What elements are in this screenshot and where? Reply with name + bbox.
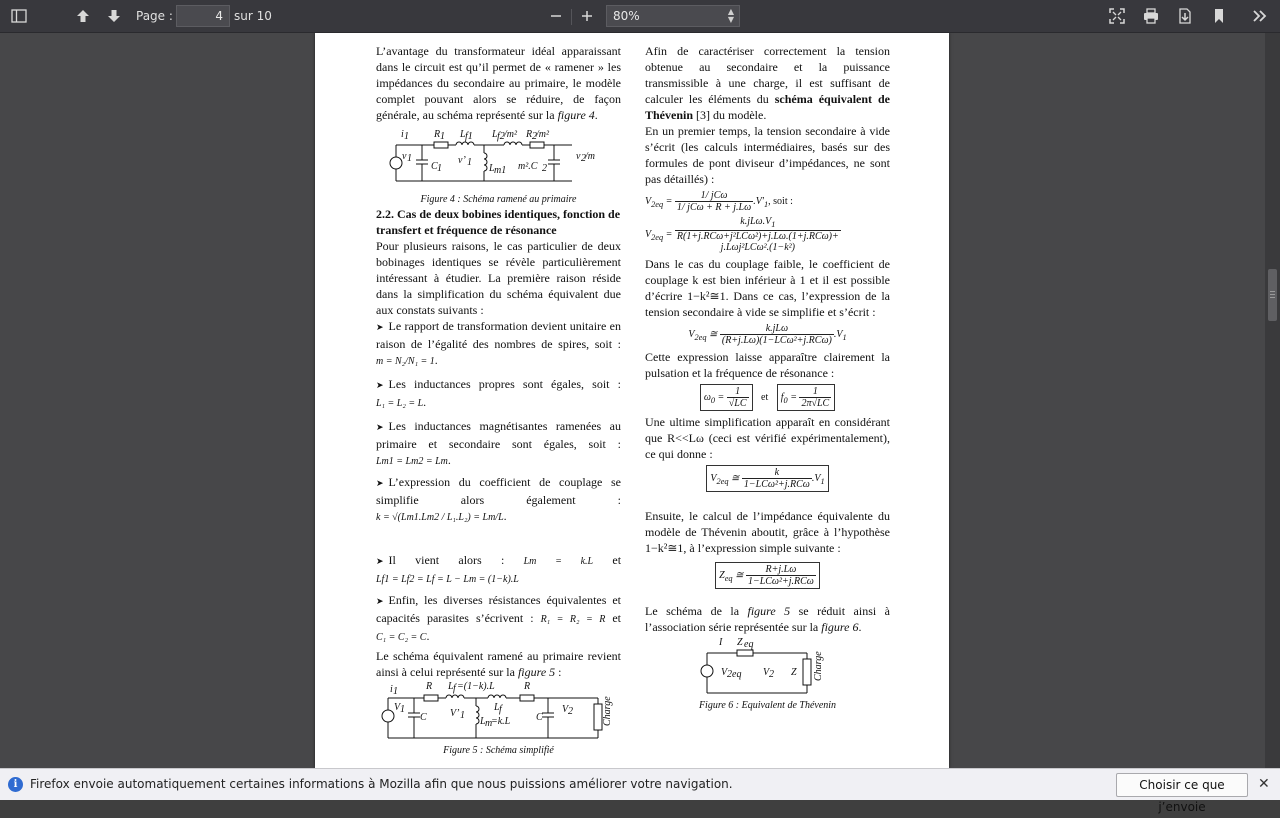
svg-text:m: m xyxy=(485,718,493,729)
figure-reference: figure 5 xyxy=(517,665,556,679)
page-number-input[interactable]: 4 xyxy=(176,5,230,27)
bullet-item: ➤ Il vient alors : Lm = k.L et Lf1 = Lf2 = Lf = L − Lm = (1−k).L xyxy=(376,553,622,585)
page-total: sur 10 xyxy=(234,9,272,23)
svg-text:R: R xyxy=(524,681,531,692)
equation-resonance: $\omega_0$ = $\frac{1}{√LC}$ et $f_0$ = $\frac{1}{2\pi√LC}$ xyxy=(645,384,890,411)
svg-text:Charge: Charge xyxy=(813,651,824,681)
svg-text:L: L xyxy=(494,702,500,713)
svg-text:V: V xyxy=(562,704,569,715)
svg-text:L: L xyxy=(492,129,498,140)
equation: C₁ = C₂ = C xyxy=(376,632,427,643)
svg-text:f2: f2 xyxy=(497,131,505,142)
figure-5-caption: Figure 5 : Schéma simplifié xyxy=(443,745,554,756)
page-label: Page : xyxy=(136,9,173,23)
svg-text:Z: Z xyxy=(791,667,797,678)
close-icon[interactable]: ✕ xyxy=(1258,776,1270,792)
figure-reference: figure 5 xyxy=(747,604,791,618)
bullet-item: ➤ L’expression du coefficient de couplage se simplifie alors également : k = √(Lm1.Lm2 / L₁.L₂) = Lm/L. xyxy=(376,475,621,523)
svg-text:/m: /m xyxy=(585,151,595,162)
pdf-page xyxy=(315,33,949,768)
svg-text:2: 2 xyxy=(581,153,586,164)
equation: Lf1 = Lf2 = Lf = L − Lm = (1−k).L xyxy=(376,574,519,585)
zoom-in-icon[interactable] xyxy=(576,6,598,26)
paragraph: Afin de caractériser correctement la tension obtenue au secondaire et la puissance transmissible à une charge, il est suffisant de calculer les éléments du schéma équivalent de Thévenin [3] du modèle. xyxy=(645,44,890,122)
svg-text:m1: m1 xyxy=(494,165,507,176)
svg-text:f: f xyxy=(453,683,456,694)
svg-text:f: f xyxy=(499,704,502,715)
document-viewer[interactable] xyxy=(0,33,1280,768)
svg-text:f1: f1 xyxy=(465,131,473,142)
svg-text:2eq: 2eq xyxy=(727,669,742,680)
toolbar-separator xyxy=(571,9,572,25)
svg-text:v: v xyxy=(576,151,581,162)
svg-text:m².C: m².C xyxy=(518,161,538,172)
svg-text:L: L xyxy=(489,163,495,174)
svg-text:1: 1 xyxy=(393,686,398,697)
svg-text:/m²: /m² xyxy=(536,129,549,140)
svg-text:Charge: Charge xyxy=(602,696,613,726)
svg-text:Z: Z xyxy=(737,637,743,648)
zoom-value: 80% xyxy=(613,9,640,23)
sidebar-toggle-icon[interactable] xyxy=(8,6,30,26)
equation-v2eq-full: $V_{2eq}$ = $k.jL\omega.V_1$ R(1+j.RCω+j²LCω²)+j.Lω.(1+j.RCω)+ j.Lωj²LCω².(1−k²) xyxy=(645,216,839,253)
svg-text:2: 2 xyxy=(542,163,547,174)
svg-text:/m²: /m² xyxy=(504,129,517,140)
svg-text:2: 2 xyxy=(532,131,537,142)
choose-data-button[interactable]: Choisir ce que j’envoie xyxy=(1116,773,1248,797)
previous-page-icon[interactable] xyxy=(72,6,94,26)
paragraph: Cette expression laisse apparaître clairement la pulsation et la fréquence de résonance : xyxy=(645,350,890,380)
print-icon[interactable] xyxy=(1140,6,1162,26)
figure-reference: figure 4 xyxy=(557,108,595,122)
bullet-item: ➤ Les inductances propres sont égales, soit : L₁ = L₂ = L. xyxy=(376,377,621,409)
svg-text:R: R xyxy=(526,129,533,140)
svg-text:C: C xyxy=(431,161,438,172)
figure-4-circuit xyxy=(376,123,621,193)
paragraph: Dans le cas du couplage faible, le coefficient de couplage k est bien inférieur à 1 et il est possible d’écrire 1−k²≅1. Dans ce cas, l’expression de la tension secondaire à vide se simplifie et s’écrit : xyxy=(645,257,890,319)
svg-text:1: 1 xyxy=(460,710,465,721)
svg-text:L: L xyxy=(480,716,486,727)
equation: L₁ = L₂ = L xyxy=(376,398,424,409)
zoom-out-icon[interactable] xyxy=(545,6,567,26)
svg-text:V: V xyxy=(763,667,770,678)
paragraph: Le schéma équivalent ramené au primaire revient ainsi à celui représenté sur la figure 5 : xyxy=(376,649,621,679)
section-heading: 2.2. Cas de deux bobines identiques, fonction de transfert et fréquence de résonance xyxy=(376,207,621,237)
svg-text:1: 1 xyxy=(404,131,409,142)
vertical-scrollbar[interactable] xyxy=(1265,33,1280,768)
figure-reference: figure 6 xyxy=(821,620,859,634)
svg-text:R: R xyxy=(434,129,441,140)
bullet-item: ➤ Le rapport de transformation devient unitaire en raison de l’égalité des nombres de spires, soit : m = N₂/N₁ = 1. xyxy=(376,319,621,367)
equation: k = √(Lm1.Lm2 / L₁.L₂) = Lm/L xyxy=(376,512,504,523)
notification-text: Firefox envoie automatiquement certaines informations à Mozilla afin que nous puissions améliorer votre navigation. xyxy=(30,777,733,791)
svg-text:i: i xyxy=(390,684,393,695)
paragraph: En un premier temps, la tension secondaire à vide s’écrit (les calculs intermédiaires, basés sur des formules de pont diviseur d’impédances, ne sont pas détaillés) : xyxy=(645,124,890,186)
svg-text:L: L xyxy=(460,129,466,140)
equation: R₁ = R₂ = R xyxy=(540,614,606,625)
bullet-item: ➤ Enfin, les diverses résistances équivalentes et capacités parasites s’écrivent : R₁ = R₂ = R et C₁ = C₂ = C. xyxy=(376,593,621,643)
figure-4-caption: Figure 4 : Schéma ramené au primaire xyxy=(420,194,577,205)
zoom-select[interactable] xyxy=(606,5,740,27)
equation-v2eq-general: $V_{2eq}$ = $\frac{\text{1/ jCω}}{\text{1/ jCω + R + j.Lω}}$ $.V'_1$, soit : xyxy=(645,190,793,213)
svg-text:=k.L: =k.L xyxy=(491,716,511,727)
svg-text:i: i xyxy=(401,129,404,140)
svg-text:I: I xyxy=(719,637,723,648)
paragraph: L’avantage du transformateur idéal apparaissant dans le circuit est qu’il permet de « ramener » les impédances du secondaire au primaire, le modèle complet pouvant alors se réduire, de façon générale, au schéma représenté sur la figure 4. xyxy=(376,44,621,122)
download-icon[interactable] xyxy=(1174,6,1196,26)
svg-text:V: V xyxy=(721,667,728,678)
svg-text:1: 1 xyxy=(437,163,442,174)
chevron-updown-icon: ▲ ▼ xyxy=(727,7,734,24)
notification-bar xyxy=(0,768,1280,814)
svg-text:V: V xyxy=(394,702,401,713)
figure-6-caption: Figure 6 : Equivalent de Thévenin xyxy=(698,700,837,711)
bookmark-icon[interactable] xyxy=(1208,6,1230,26)
equation: m = N₂/N₁ = 1 xyxy=(376,356,435,367)
paragraph: Une ultime simplification apparaît en considérant que R<<Lω (ceci est vérifié expérimentalement), ce qui donne : xyxy=(645,415,890,461)
equation-zeq: $Z_{eq}$ ≅ $\frac{R+j.L\omega}{\text{1−LCω²+j.RCω}}$ xyxy=(645,562,890,589)
svg-text:L: L xyxy=(448,681,454,692)
svg-text:v’: v’ xyxy=(458,155,466,166)
svg-text:R: R xyxy=(426,681,433,692)
info-icon: i xyxy=(8,777,23,792)
figure-5-circuit xyxy=(376,680,621,744)
paragraph: Ensuite, le calcul de l’impédance équivalente du modèle de Thévenin aboutit, grâce à l’hypothèse 1−k²≅1, à l’expression simple suivante : xyxy=(645,509,890,555)
bullet-item: ➤ Les inductances magnétisantes ramenées au primaire et secondaire sont égales, soit : Lm1 = Lm2 = Lm. xyxy=(376,419,621,467)
pdf-toolbar xyxy=(0,0,1280,33)
svg-text:1: 1 xyxy=(440,131,445,142)
svg-text:=(1−k).L: =(1−k).L xyxy=(457,681,495,692)
svg-text:2: 2 xyxy=(568,706,573,717)
svg-text:C: C xyxy=(536,712,543,723)
equation: Lm1 = Lm2 = Lm xyxy=(376,456,448,467)
svg-text:1: 1 xyxy=(400,704,405,715)
svg-text:2: 2 xyxy=(769,669,774,680)
presentation-mode-icon[interactable] xyxy=(1106,6,1128,26)
svg-text:V’: V’ xyxy=(450,708,460,719)
svg-text:eq: eq xyxy=(744,639,754,650)
figure-6-circuit xyxy=(645,635,890,699)
paragraph: Pour plusieurs raisons, le cas particulier de deux bobinages identiques se révèle particulièrement intéressant à étudier. La première raison réside dans la simplification du schéma équivalent due aux constats suivants : xyxy=(376,239,621,317)
scrollbar-thumb[interactable] xyxy=(1268,269,1277,321)
paragraph: Le schéma de la figure 5 se réduit ainsi à l’association série représentée sur la figure 6. xyxy=(645,604,891,634)
equation: Lm = k.L xyxy=(523,556,594,567)
next-page-icon[interactable] xyxy=(103,6,125,26)
svg-text:v: v xyxy=(402,151,407,162)
right-column xyxy=(645,43,890,712)
svg-text:1: 1 xyxy=(467,157,472,168)
equation-v2eq-weak: $V_{2eq}$ ≅ $\frac{\text{k.jLω}}{\text{(R+j.Lω)(1−LCω²+j.RCω)}}$ $.V_1$ xyxy=(688,323,847,346)
left-column xyxy=(376,43,621,757)
svg-text:C: C xyxy=(420,712,427,723)
tools-chevron-icon[interactable] xyxy=(1249,6,1271,26)
svg-text:1: 1 xyxy=(407,153,412,164)
equation-v2eq-simple: $V_{2eq}$ ≅ $\frac{k}{\text{1−LCω²+j.RCω}}$ $.V_1$ xyxy=(645,465,890,492)
